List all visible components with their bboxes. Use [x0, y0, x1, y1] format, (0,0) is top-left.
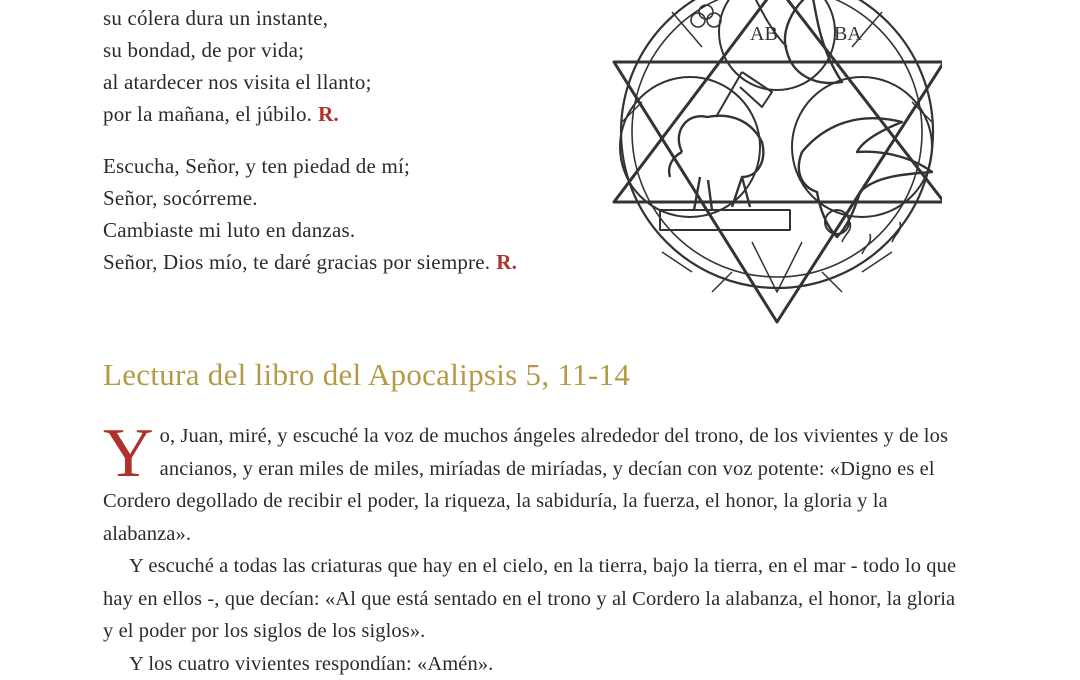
reading-paragraph-text: o, Juan, miré, y escuché la voz de muchos ángeles alrededor del trono, de los vivientes y de los ancianos, y eran miles de miles, miríadas de miríadas, y decían con voz potente: «Digno es el Cordero degollado de recibir el poder, la riqueza, la sabiduría, la fuerza, el honor, la gloria y la alabanza».: [103, 425, 948, 545]
reading-body: [103, 420, 963, 680]
reading-paragraph: [103, 420, 963, 550]
reading-paragraph: Y los cuatro vivientes respondían: «Amén».: [103, 648, 963, 680]
psalm-line: [103, 246, 517, 278]
lamb-shape: [669, 116, 763, 210]
psalm-line: Escucha, Señor, y ten piedad de mí;: [103, 150, 517, 182]
lamb-halo: [620, 77, 760, 217]
emblem-text-right: BA: [834, 23, 862, 45]
emblem-text-left: AB: [750, 23, 778, 45]
psalm-stanza-2: [103, 150, 517, 278]
trefoil-decoration: [707, 13, 721, 27]
triangle-frame: [614, 0, 942, 202]
triangle-frame-inverted: [614, 62, 942, 322]
psalm-stanza-1: [103, 2, 517, 130]
response-marker: R.: [496, 250, 517, 274]
lamb-altar: [660, 210, 790, 230]
reading-paragraph: Y escuché a todas las criaturas que hay en el cielo, en la tierra, bajo la tierra, en el mar - todo lo que hay en ellos -, que decían: «Al que está sentado en el trono y al Cordero la alabanza, el honor, la gloria y el poder por los siglos de los siglos».: [103, 550, 963, 648]
drop-cap: Y: [103, 426, 154, 482]
reading-title: Lectura del libro del Apocalipsis 5, 11-14: [103, 357, 630, 393]
psalm-line: su bondad, de por vida;: [103, 34, 517, 66]
psalm-line-text: Señor, Dios mío, te daré gracias por siempre.: [103, 250, 490, 274]
trefoil-decoration: [699, 5, 713, 19]
trefoil-decoration: [691, 13, 705, 27]
psalm-line: Cambiaste mi luto en danzas.: [103, 214, 517, 246]
psalm-line: [103, 98, 517, 130]
psalm-line-text: por la mañana, el júbilo.: [103, 102, 312, 126]
response-marker: R.: [318, 102, 339, 126]
dove-shape: [799, 118, 932, 237]
hand-halo: [719, 0, 835, 90]
psalm-line: al atardecer nos visita el llanto;: [103, 66, 517, 98]
psalm-line: Señor, socórreme.: [103, 182, 517, 214]
psalm-text: [103, 2, 517, 298]
stained-glass-trinity-medallion-icon: [612, 0, 942, 338]
psalm-line: su cólera dura un instante,: [103, 2, 517, 34]
